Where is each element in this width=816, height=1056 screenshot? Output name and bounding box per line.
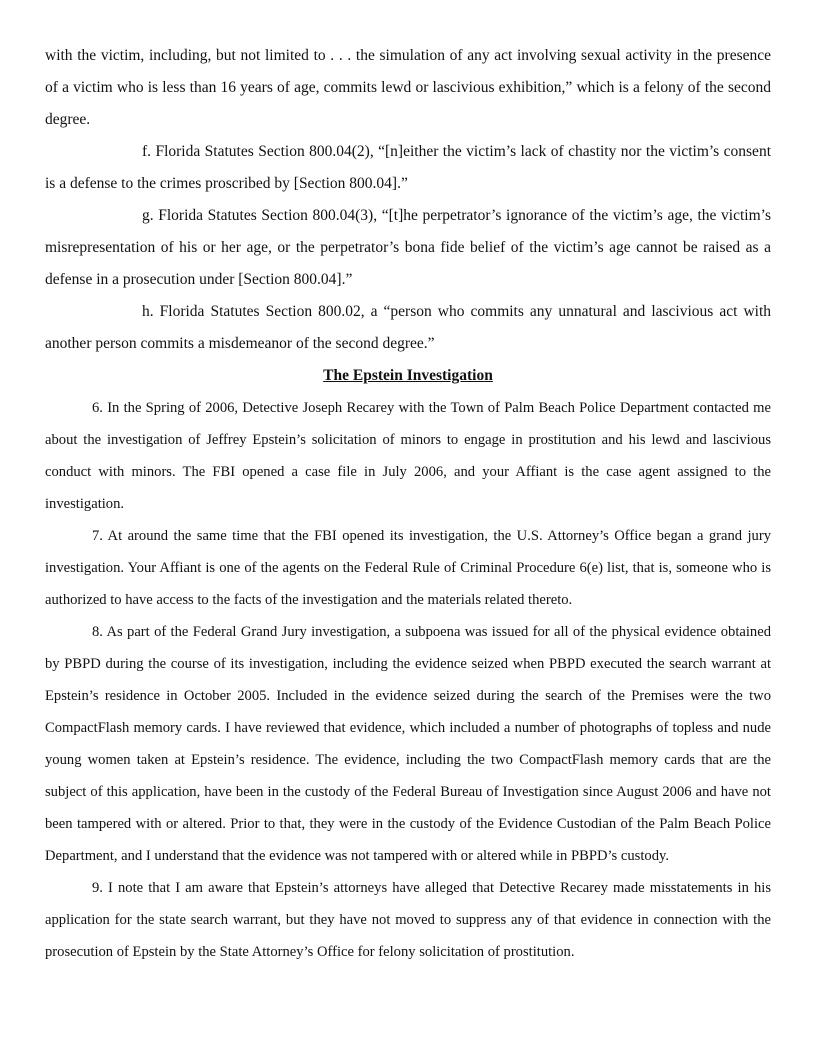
paragraph-7: 7. At around the same time that the FBI opened its investigation, the U.S. Attorney’s Office began a grand jury investigation. Your Affiant is one of the agents on the Federal Rule of Criminal Procedure 6(e) list, that is, someone who is authorized to have access to the facts of the investigation and the materials related thereto. bbox=[45, 528, 771, 608]
paragraph-6: 6. In the Spring of 2006, Detective Joseph Recarey with the Town of Palm Beach Police Department contacted me about the investigation of Jeffrey Epstein’s solicitation of minors to engage in prostitution and his lewd and lascivious conduct with minors. The FBI opened a case file in July 2006, and your Affiant is the case agent assigned to the investigation. bbox=[45, 400, 771, 512]
statute-item-f: f. Florida Statutes Section 800.04(2), “[n]either the victim’s lack of chastity nor the victim’s consent is a defense to the crimes proscribed by [Section 800.04].” bbox=[45, 143, 771, 192]
opening-paragraph: with the victim, including, but not limited to . . . the simulation of any act involving sexual activity in the presence of a victim who is less than 16 years of age, commits lewd or lascivious exhibition,” which is a felony of the second degree. bbox=[45, 47, 771, 128]
paragraph-9: 9. I note that I am aware that Epstein’s attorneys have alleged that Detective Recarey made misstatements in his application for the state search warrant, but they have not moved to suppress any of that evidence in connection with the prosecution of Epstein by the State Attorney’s Office for felony solicitation of prostitution. bbox=[45, 880, 771, 960]
statute-item-g: g. Florida Statutes Section 800.04(3), “[t]he perpetrator’s ignorance of the victim’s age, the victim’s misrepresentation of his or her age, or the perpetrator’s bona fide belief of the victim’s age cannot be raised as a defense in a prosecution under [Section 800.04].” bbox=[45, 207, 771, 288]
statute-item-h: h. Florida Statutes Section 800.02, a “person who commits any unnatural and lascivious act with another person commits a misdemeanor of the second degree.” bbox=[45, 303, 771, 352]
document-page bbox=[45, 40, 771, 968]
paragraph-8: 8. As part of the Federal Grand Jury investigation, a subpoena was issued for all of the physical evidence obtained by PBPD during the course of its investigation, including the evidence seized when PBPD executed the search warrant at Epstein’s residence in October 2005. Included in the evidence seized during the search of the Premises were the two CompactFlash memory cards. I have reviewed that evidence, which included a number of photographs of topless and nude young women taken at Epstein’s residence. The evidence, including the two CompactFlash memory cards that are the subject of this application, have been in the custody of the Federal Bureau of Investigation since August 2006 and have not been tampered with or altered. Prior to that, they were in the custody of the Evidence Custodian of the Palm Beach Police Department, and I understand that the evidence was not tampered with or altered while in PBPD’s custody. bbox=[45, 624, 771, 864]
section-heading: The Epstein Investigation bbox=[323, 367, 493, 384]
